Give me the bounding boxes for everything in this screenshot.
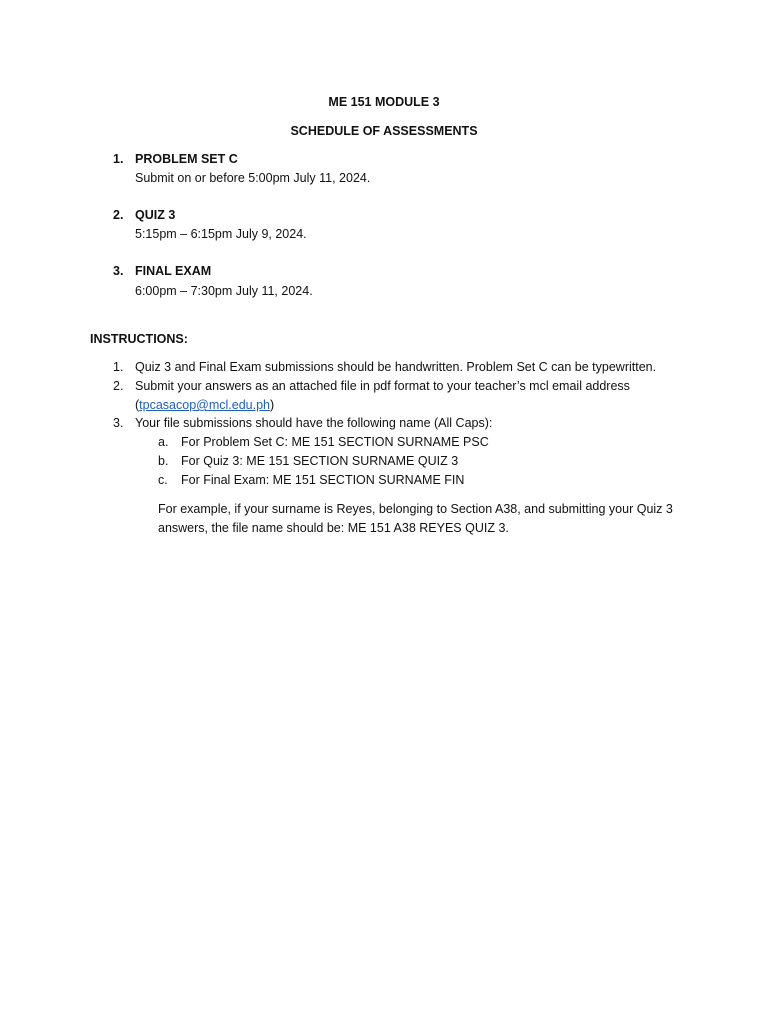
page-title: ME 151 MODULE 3	[328, 95, 440, 109]
assessment-number: 3.	[113, 264, 124, 278]
sublist-text: For Problem Set C: ME 151 SECTION SURNAME PSC	[181, 435, 489, 449]
sublist-text: For Quiz 3: ME 151 SECTION SURNAME QUIZ 3	[181, 454, 459, 468]
sublist-letter: a.	[158, 435, 169, 449]
instruction-text: Submit your answers as an attached file in pdf format to your teacher’s mcl email address	[135, 379, 630, 393]
email-line	[135, 398, 274, 412]
teacher-email-link[interactable]: tpcasacop@mcl.edu.ph	[139, 398, 270, 412]
example-text: answers, the file name should be: ME 151 A38 REYES QUIZ 3.	[158, 521, 509, 535]
example-text: For example, if your surname is Reyes, belonging to Section A38, and submitting your Quiz 3	[158, 502, 673, 516]
page-subtitle: SCHEDULE OF ASSESSMENTS	[290, 124, 478, 138]
open-paren: (	[135, 398, 140, 412]
sublist-letter: c.	[158, 473, 168, 487]
instruction-number: 3.	[113, 416, 124, 430]
instruction-number: 1.	[113, 360, 124, 374]
assessment-name: QUIZ 3	[135, 208, 176, 222]
instructions-heading: INSTRUCTIONS:	[90, 332, 188, 346]
assessment-detail: 5:15pm – 6:15pm July 9, 2024.	[135, 227, 307, 241]
assessment-number: 2.	[113, 208, 124, 222]
close-paren: )	[270, 398, 275, 412]
assessment-name: PROBLEM SET C	[135, 152, 238, 166]
assessment-detail: 6:00pm – 7:30pm July 11, 2024.	[135, 284, 313, 298]
instruction-number: 2.	[113, 379, 124, 393]
instruction-text: Quiz 3 and Final Exam submissions should be handwritten. Problem Set C can be typewritten.	[135, 360, 657, 374]
assessment-name: FINAL EXAM	[135, 264, 212, 278]
assessment-number: 1.	[113, 152, 124, 166]
assessment-detail: Submit on or before 5:00pm July 11, 2024.	[135, 171, 371, 185]
sublist-letter: b.	[158, 454, 169, 468]
instruction-text: Your file submissions should have the following name (All Caps):	[135, 416, 493, 430]
sublist-text: For Final Exam: ME 151 SECTION SURNAME FIN	[181, 473, 465, 487]
